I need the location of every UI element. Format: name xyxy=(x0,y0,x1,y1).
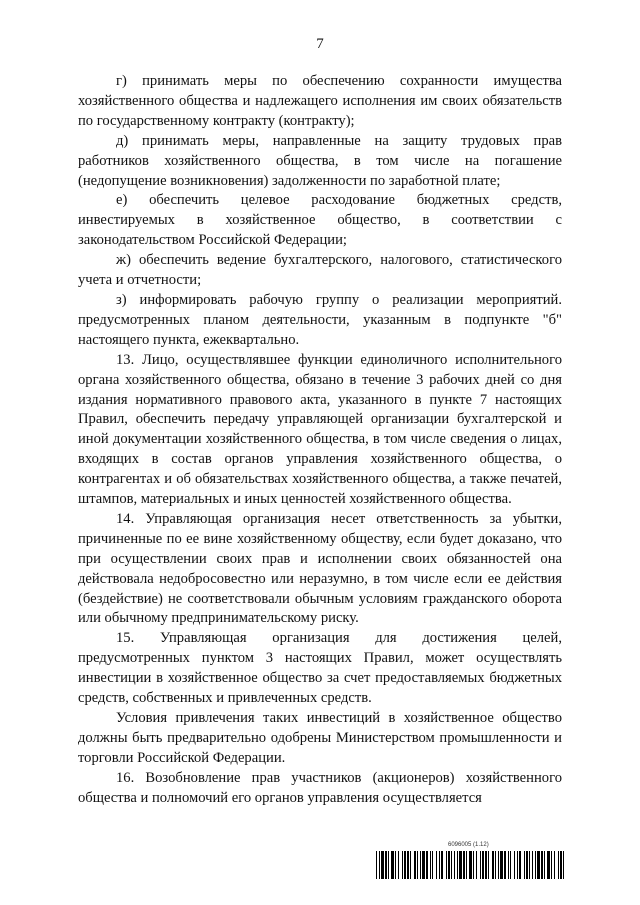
paragraph-item-zh: ж) обеспечить ведение бухгалтерского, налогового, статистического учета и отчетности; xyxy=(78,252,562,289)
paragraph-item-z: з) информировать рабочую группу о реализации мероприятий. предусмотренных планом деятельности, указанным в подпункте "б" настоящего пункта, ежеквартально. xyxy=(78,291,562,348)
paragraph-item-g: г) принимать меры по обеспечению сохранности имущества хозяйственного общества и надлежащего исполнения им своих обязательств по государственному контракту (контракту); xyxy=(78,73,562,129)
document-body xyxy=(78,72,562,809)
paragraph-13: 13. Лицо, осуществлявшее функции единоличного исполнительного органа хозяйственного общества, обязано в течение 3 рабочих дней со дня издания нормативного правового акта, указанного в пункте 7 настоящих Правил, обеспечить передачу управляющей организации бухгалтерской и иной документации хозяйственного общества, в том числе сведения о лицах, входящих в состав органов управления хозяйственного общества, о контрагентах и об обязательствах хозяйственного общества, а также печатей, штампов, материальных и иных ценностей хозяйственного общества. xyxy=(78,351,562,508)
paragraph-item-e: е) обеспечить целевое расходование бюджетных средств, инвестируемых в хозяйственное общество, в соответствии с законодательством Российской Федерации; xyxy=(78,192,562,249)
document-code: 6096005 (1.12) xyxy=(448,842,489,848)
page-number: 7 xyxy=(316,36,324,52)
barcode-icon xyxy=(376,851,564,879)
paragraph-15: 15. Управляющая организация для достижения целей, предусмотренных пунктом 3 настоящих Правил, может осуществлять инвестиции в хозяйственное общество за счет предоставляемых бюджетных средств, собственных и привлеченных средств. xyxy=(78,630,562,707)
paragraph-16: 16. Возобновление прав участников (акционеров) хозяйственного общества и полномочий его органов управления осуществляется xyxy=(78,769,562,806)
paragraph-14: 14. Управляющая организация несет ответственность за убытки, причиненные по ее вине хозяйственному обществу, если будет доказано, что при осуществлении своих прав и исполнении своих обязанностей она действовала недобросовестно или неразумно, в том числе если ее действия (бездействие) не соответствовали обычным условиям гражданского оборота или обычному предпринимательскому риску. xyxy=(78,510,562,627)
paragraph-item-d: д) принимать меры, направленные на защиту трудовых прав работников хозяйственного общества, в том числе на погашение (недопущение возникновения) задолженности по заработной плате; xyxy=(78,132,562,189)
paragraph-15-conditions: Условия привлечения таких инвестиций в хозяйственное общество должны быть предварительно одобрены Министерством промышленности и торговли Российской Федерации. xyxy=(78,710,562,766)
